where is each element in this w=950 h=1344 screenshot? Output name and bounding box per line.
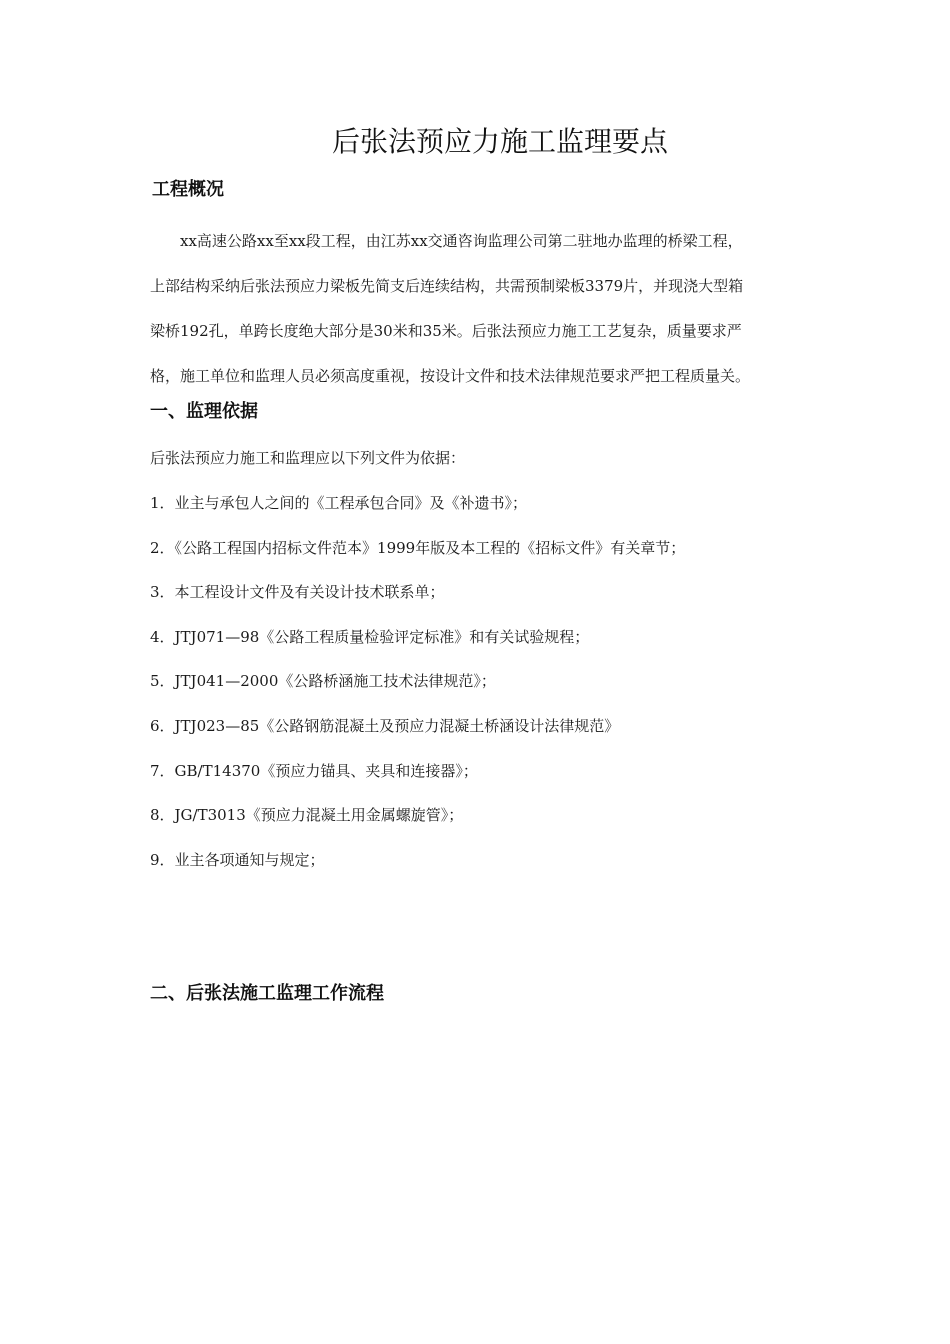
basis-list-item: 9．业主各项通知与规定； (150, 850, 325, 869)
basis-intro: 后张法预应力施工和监理应以下列文件为依据： (150, 449, 466, 467)
basis-list-item: 6．JTJ023—85《公路钢筋混凝土及预应力混凝土桥涵设计法律规范》 (150, 716, 620, 735)
document-title: 后张法预应力施工监理要点 (331, 125, 668, 158)
basis-list-item: 5．JTJ041—2000《公路桥涵施工技术法律规范》； (150, 672, 496, 691)
overview-line: 梁桥192孔，单跨长度绝大部分是30米和35米。后张法预应力施工工艺复杂，质量要求严 (150, 322, 742, 340)
basis-list (150, 491, 685, 892)
section-heading-flow: 二、后张法施工监理工作流程 (150, 983, 384, 1004)
basis-list-item: 2．《公路工程国内招标文件范本》1999年版及本工程的《招标文件》有关章节； (150, 538, 686, 557)
overview-line: xx高速公路xx至xx段工程，由江苏xx交通咨询监理公司第二驻地办监理的桥梁工程， (180, 232, 743, 250)
section-heading-basis: 一、监理依据 (150, 401, 258, 422)
basis-list-item: 3．本工程设计文件及有关设计技术联系单； (150, 583, 445, 602)
basis-list-item: 8．JG/T3013《预应力混凝土用金属螺旋管》； (150, 806, 464, 825)
section-heading-overview: 工程概况 (152, 179, 224, 200)
basis-list-item: 1．业主与承包人之间的《工程承包合同》及《补遗书》； (150, 494, 528, 512)
overview-paragraph (150, 219, 850, 399)
overview-line: 格，施工单位和监理人员必须高度重视，按设计文件和技术法律规范要求严把工程质量关。 (150, 367, 751, 385)
overview-line: 上部结构采纳后张法预应力梁板先简支后连续结构，共需预制梁板3379片，并现浇大型箱 (150, 277, 744, 295)
basis-list-item: 7．GB/T14370《预应力锚具、夹具和连接器》； (150, 761, 478, 780)
basis-list-item: 4．JTJ071—98《公路工程质量检验评定标准》和有关试验规程； (150, 627, 590, 646)
